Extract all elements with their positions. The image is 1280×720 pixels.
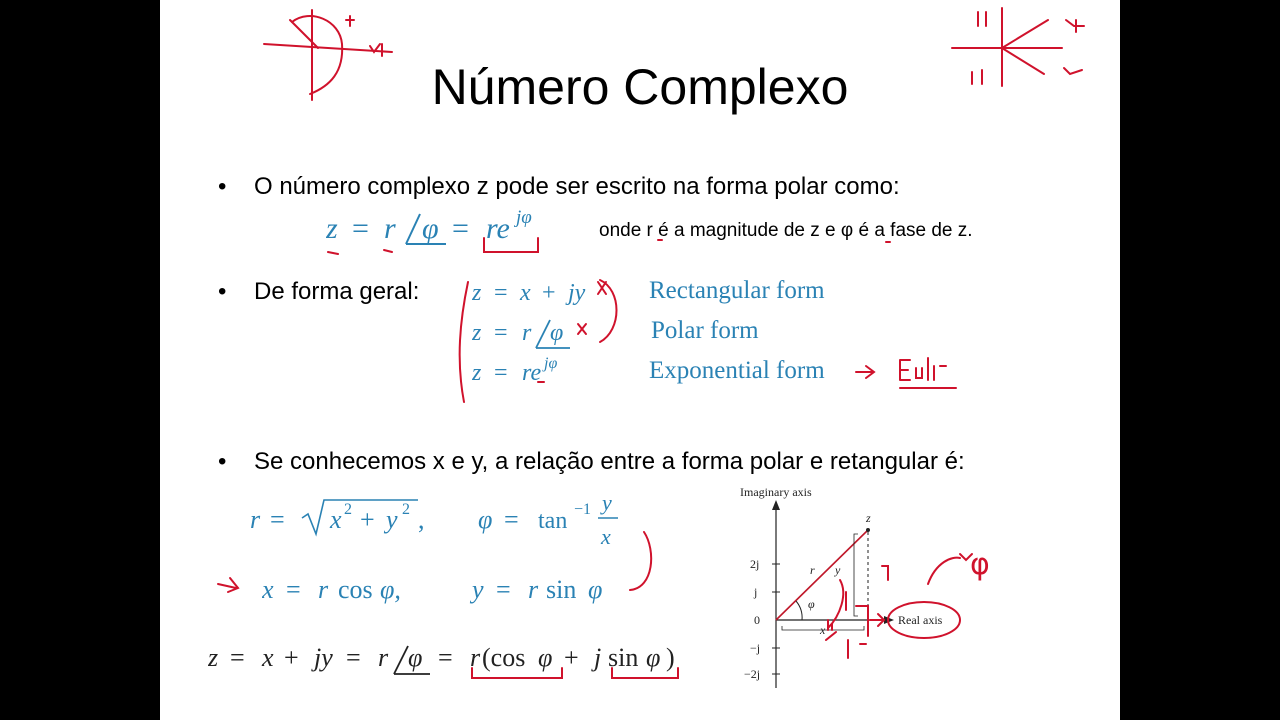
svg-text:φ: φ [550,320,564,346]
svg-text:=: = [230,643,245,672]
svg-text:x: x [262,575,274,604]
svg-text:φ: φ [646,643,661,672]
tick-neg-2j: −2j [744,667,761,681]
svg-text:=: = [496,575,511,604]
svg-text:2: 2 [344,501,352,518]
label-y: y [835,563,841,577]
svg-text:r: r [318,575,329,604]
imaginary-axis-label: Imaginary axis [740,485,812,499]
bullet-text: O número complexo z pode ser escrito na forma polar como: [254,173,900,200]
svg-text:z: z [326,212,338,245]
exponential-form-label: Exponential form [649,357,825,384]
svg-text:y: y [602,490,612,515]
svg-text:φ,: φ, [380,575,401,604]
svg-text:φ: φ [478,505,493,534]
polar-form-label: Polar form [651,317,759,344]
real-axis-label: Real axis [898,613,943,627]
svg-text:y: y [472,575,484,604]
svg-text:2: 2 [402,501,410,518]
tick-j: j [754,585,758,599]
svg-text:re: re [522,360,542,386]
svg-text:r: r [522,320,532,346]
slide [160,0,1120,720]
svg-text:jy: jy [568,280,586,306]
svg-text:−1: −1 [574,501,592,518]
svg-text:+: + [564,643,579,672]
bullet-text: De forma geral: [254,278,420,305]
bullet-dot: • [218,278,227,305]
svg-text:cos: cos [338,575,373,604]
svg-text:=: = [494,320,508,346]
svg-text:r: r [528,575,539,604]
label-x: x [820,623,826,637]
svg-text:j: j [594,643,602,672]
svg-text:z: z [472,360,482,386]
svg-text:sin: sin [608,643,639,672]
rectangular-form-label: Rectangular form [649,277,825,304]
svg-text:z: z [472,280,482,306]
svg-text:+: + [542,280,556,306]
bullet-dot: • [218,173,227,200]
svg-text:jφ: jφ [544,355,558,372]
svg-text:(cos: (cos [482,643,526,672]
label-z: z [866,511,871,525]
svg-text:r: r [250,505,261,534]
svg-text:x: x [601,524,611,549]
svg-text:z: z [472,320,482,346]
bullet-text: Se conhecemos x e y, a relação entre a forma polar e retangular é: [254,448,965,475]
svg-text:=: = [504,505,519,534]
tick-2j: 2j [750,557,760,571]
polar-definition: onde r é a magnitude de z e φ é a fase de z. [599,220,973,241]
svg-text:+: + [360,505,375,534]
svg-text:x: x [262,643,274,672]
svg-text:φ: φ [588,575,603,604]
handwritten-annotations [160,0,1120,720]
svg-text:+: + [284,643,299,672]
svg-text:sin: sin [546,575,577,604]
svg-text:=: = [346,643,361,672]
svg-text:x: x [520,280,531,306]
label-r: r [810,563,815,577]
svg-text:=: = [352,212,369,245]
svg-text:,: , [418,505,425,534]
svg-text:=: = [270,505,285,534]
svg-text:φ: φ [538,643,553,672]
svg-text:=: = [494,360,508,386]
svg-text:tan: tan [538,508,568,534]
svg-text:): ) [666,643,675,672]
svg-text:re: re [486,212,510,245]
label-phi: φ [808,597,815,611]
svg-text:jφ: jφ [516,207,532,228]
svg-text:=: = [452,212,469,245]
svg-text:φ: φ [408,643,423,672]
svg-text:r: r [470,643,481,672]
svg-text:jy: jy [314,643,333,672]
handwritten-phi: φ [970,547,990,582]
svg-text:=: = [286,575,301,604]
svg-text:y: y [386,505,398,534]
svg-text:r: r [384,212,396,245]
tick-neg-j: −j [750,641,761,655]
svg-text:=: = [438,643,453,672]
tick-0: 0 [754,613,760,627]
svg-text:=: = [494,280,508,306]
svg-text:z: z [208,643,219,672]
bullet-dot: • [218,448,227,475]
svg-text:φ: φ [422,212,439,245]
slide-title: Número Complexo [431,59,849,115]
svg-text:x: x [330,505,342,534]
svg-text:r: r [378,643,389,672]
